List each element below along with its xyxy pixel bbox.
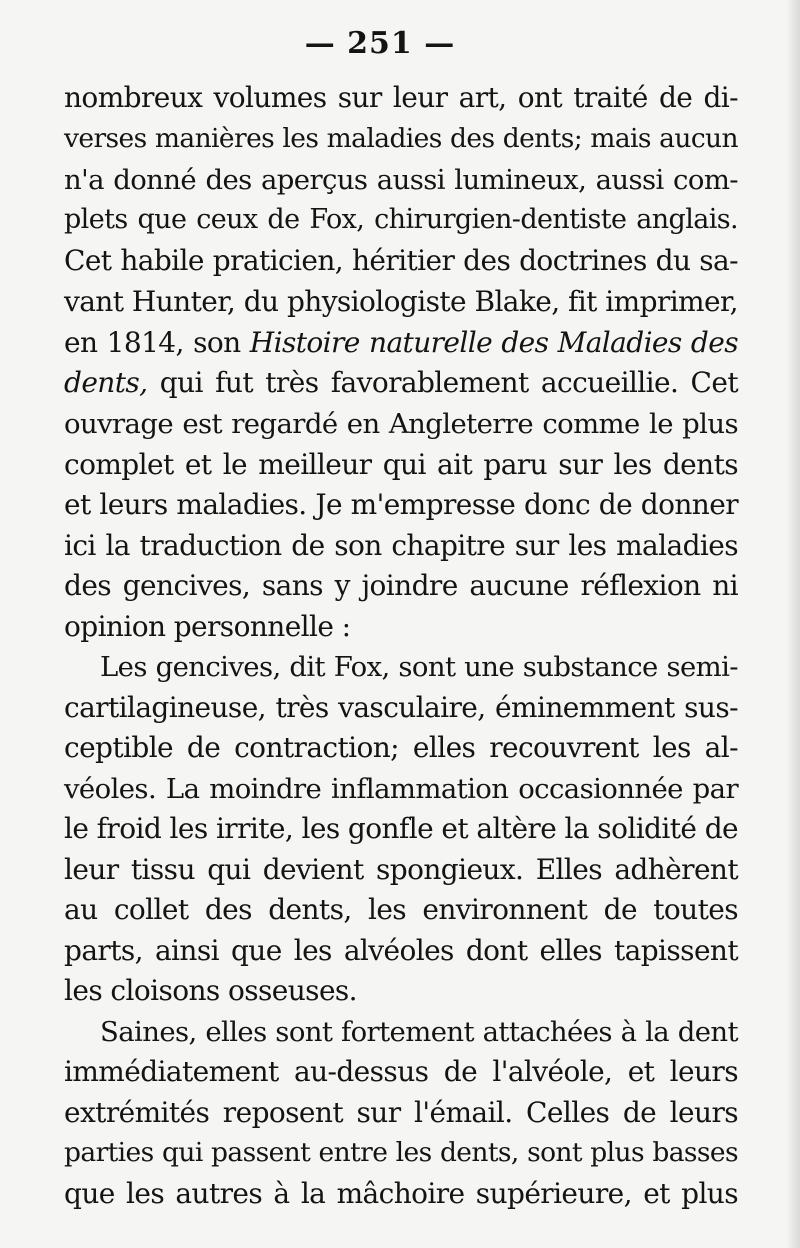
text-line	[64, 323, 738, 363]
text-line: immédiatement au-dessus de l'alvéole, et leurs	[64, 1055, 738, 1088]
book-title-italic: Histoire naturelle des Maladies des	[249, 326, 738, 359]
text-line: nombreux volumes sur leur art, ont traité de di-	[64, 81, 738, 114]
text-span: qui fut très favorablement accueillie. Cet	[147, 366, 738, 399]
text-line: véoles. La moindre inflammation occasionnée par	[64, 773, 738, 805]
text-line: et leurs maladies. Je m'empresse donc de donner	[64, 488, 738, 521]
text-line: cartilagineuse, très vasculaire, éminemment sus-	[64, 691, 738, 724]
text-line: Cet habile praticien, héritier des doctrines du sa-	[64, 244, 738, 277]
text-line: leur tissu qui devient spongieux. Elles adhèrent	[64, 853, 738, 886]
text-line: opinion personnelle :	[64, 610, 351, 643]
text-line: plets que ceux de Fox, chirurgien-dentiste anglais.	[64, 204, 738, 235]
text-line: au collet des dents, les environnent de toutes	[64, 893, 738, 926]
text-line: des gencives, sans y joindre aucune réflexion ni	[64, 569, 738, 602]
text-line: ceptible de contraction; elles recouvrent les al-	[64, 731, 738, 764]
text-line: verses manières les maladies des dents; mais aucun	[64, 123, 738, 154]
page-edge-shadow	[786, 0, 800, 1248]
text-line: le froid les irrite, les gonfle et altère la solidité de	[64, 812, 738, 845]
text-line: ici la traduction de son chapitre sur les maladies	[64, 529, 738, 562]
text-line: extrémités reposent sur l'émail. Celles de leurs	[64, 1096, 738, 1129]
text-span: en 1814, son	[64, 326, 250, 359]
text-line: les cloisons osseuses.	[64, 974, 357, 1007]
text-line: vant Hunter, du physiologiste Blake, fit imprimer,	[64, 285, 738, 318]
text-line: ouvrage est regardé en Angleterre comme le plus	[64, 408, 738, 440]
text-line: que les autres à la mâchoire supérieure, et plus	[64, 1177, 738, 1210]
text-line: Saines, elles sont fortement attachées à la dent	[100, 1016, 738, 1048]
text-line: complet et le meilleur qui ait paru sur les dents	[64, 448, 738, 481]
book-title-italic: dents,	[64, 366, 148, 399]
text-line: parts, ainsi que les alvéoles dont elles tapissent	[64, 934, 738, 967]
text-line: parties qui passent entre les dents, sont plus basses	[64, 1137, 738, 1168]
page-number: — 251 —	[304, 26, 456, 61]
text-line	[64, 363, 738, 403]
text-line: Les gencives, dit Fox, sont une substance semi-	[100, 651, 738, 683]
text-line: n'a donné des aperçus aussi lumineux, aussi com-	[64, 164, 738, 196]
